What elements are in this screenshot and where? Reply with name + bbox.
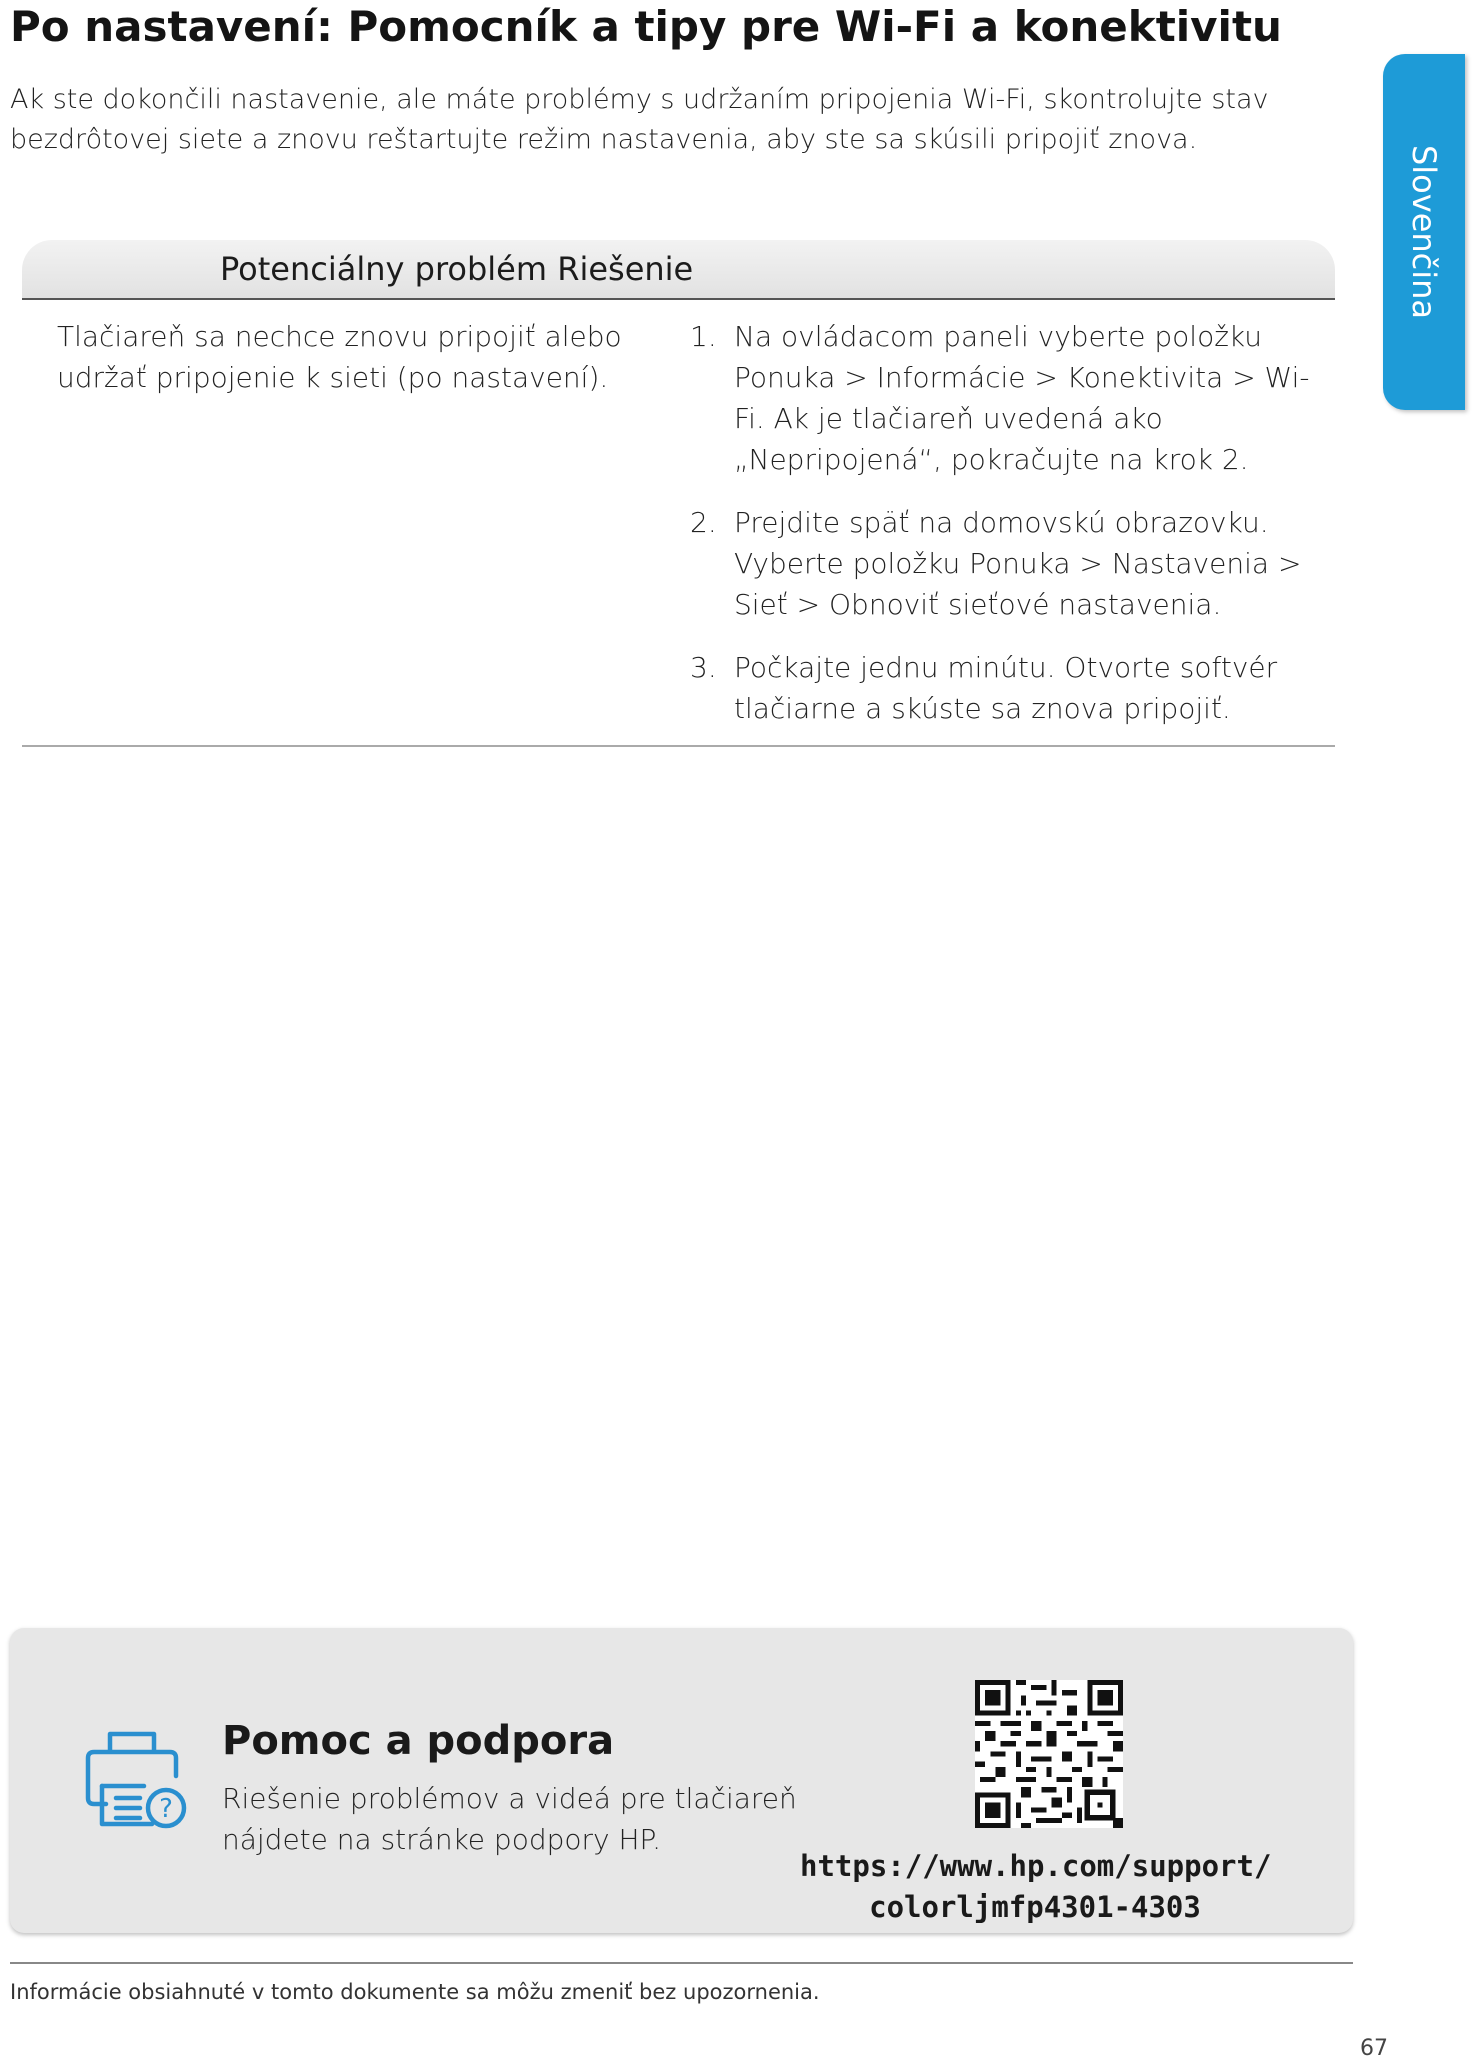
step-text: Na ovládacom paneli vyberte položku Ponuka > Informácie > Konektivita > Wi-Fi. Ak je tlačiareň uvedená ako „Nepripojená“, pokračujte na krok 2. (734, 320, 1310, 476)
solution-step (690, 647, 1330, 729)
step-number: 2. (690, 506, 717, 539)
language-tab-label: Slovenčina (1405, 144, 1443, 320)
footer-rule (10, 1962, 1353, 1964)
qr-code (975, 1680, 1123, 1828)
support-url-line1[interactable]: https://www.hp.com/support/ (800, 1849, 1272, 1883)
svg-text:?: ? (159, 1794, 173, 1824)
step-number: 1. (690, 320, 717, 353)
page-title: Po nastavení: Pomocník a tipy pre Wi-Fi a konektivitu (10, 2, 1282, 51)
help-title: Pomoc a podpora (222, 1718, 615, 1764)
step-number: 3. (690, 651, 717, 684)
printer-help-icon (82, 1724, 190, 1832)
step-text: Prejdite späť na domovskú obrazovku. Vyberte položku Ponuka > Nastavenia > Sieť > Obnoviť sieťové nastavenia. (734, 506, 1302, 621)
step-text: Počkajte jednu minútu. Otvorte softvér tlačiarne a skúste sa znova pripojiť. (734, 651, 1278, 725)
table-bottom-rule (22, 745, 1335, 747)
intro-text: Ak ste dokončili nastavenie, ale máte problémy s udržaním pripojenia Wi-Fi, skontrolujte stav bezdrôtovej siete a znovu reštartujte režim nastavenia, aby ste sa skúsili pripojiť znova. (10, 84, 1269, 155)
help-text: Riešenie problémov a videá pre tlačiareň nájdete na stránke podpory HP. (222, 1782, 797, 1856)
page-number: 67 (1360, 2036, 1388, 2061)
table-header-label: Potenciálny problém Riešenie (220, 250, 694, 288)
table-header (22, 240, 1335, 300)
solution-step (690, 502, 1330, 625)
support-url[interactable] (800, 1846, 1270, 1928)
problem-cell: Tlačiareň sa nechce znovu pripojiť alebo udržať pripojenie k sieti (po nastavení). (57, 320, 622, 394)
help-support-box (10, 1628, 1353, 1933)
solution-step (690, 316, 1330, 480)
footer-note: Informácie obsiahnuté v tomto dokumente sa môžu zmeniť bez upozornenia. (10, 1980, 820, 2004)
solution-steps (690, 316, 1330, 751)
language-tab (1383, 54, 1465, 410)
support-url-line2[interactable]: colorljmfp4301-4303 (869, 1890, 1201, 1924)
